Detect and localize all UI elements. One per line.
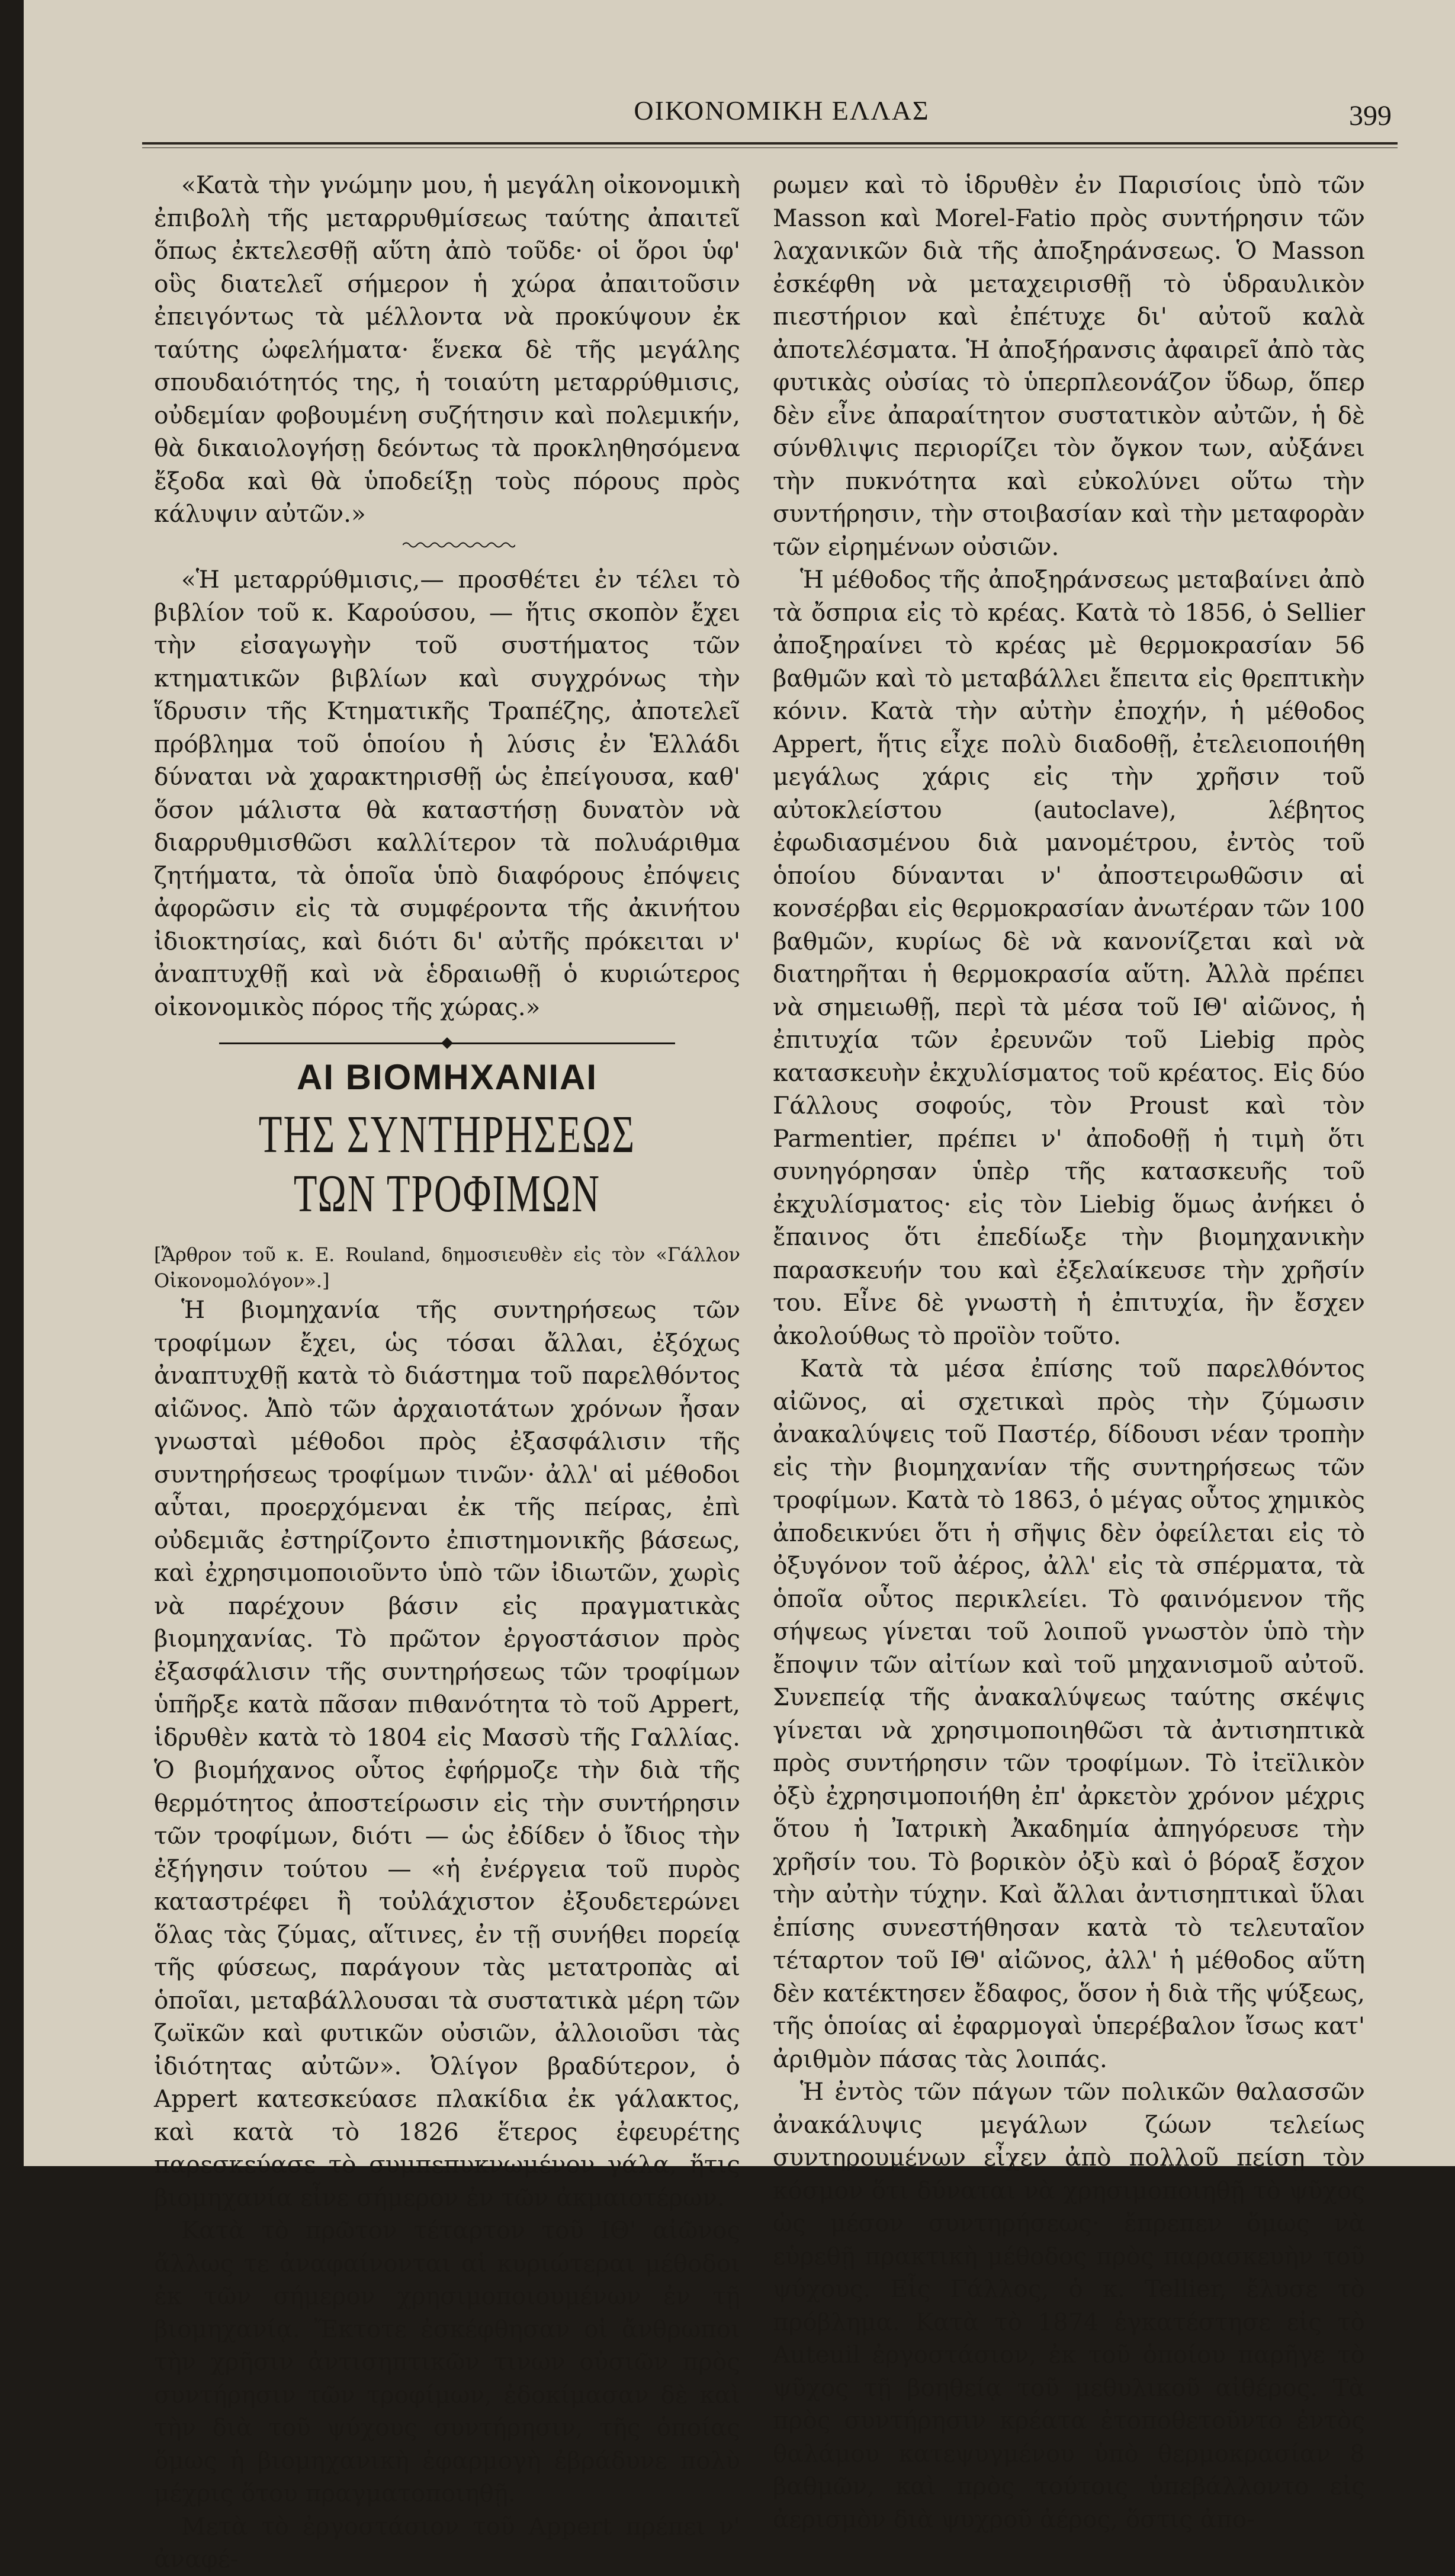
article-byline: [Ἄρθρον τοῦ κ. E. Rouland, δημοσιευθὲν εἰς τὸν «Γάλλον Οἰκονομολόγον».] (154, 1243, 740, 1292)
wavy-divider (403, 541, 515, 549)
body-paragraph: Ἡ βιομηχανία τῆς συντηρήσεως τῶν τροφίμων ἔχει, ὡς τόσαι ἄλλαι, ἐξόχως ἀναπτυχθῇ κατὰ τὸ διάστημα τοῦ παρελθόντος αἰῶνος. Ἀπὸ τῶν ἀρχαιοτάτων χρόνων ἦσαν γνωσταὶ μέθοδοι πρὸς ἐξασφάλισιν τῆς συντηρήσεως τροφίμων τινῶν· ἀλλ' αἱ μέθοδοι αὗται, προερχόμεναι ἐκ τῆς πείρας, ἐπὶ οὐδεμιᾶς ἐστηρίζοντο ἐπιστημονικῆς βάσεως, καὶ ἐχρησιμοποιοῦντο ὑπὸ τῶν ἰδιωτῶν, χωρὶς νὰ παρέχουν βάσιν εἰς πραγματικὰς βιομηχανίας. Τὸ πρῶτον ἐργοστάσιον πρὸς ἐξασφάλισιν τῆς συντηρήσεως τῶν τροφίμων ὑπῆρξε κατὰ πᾶσαν πιθανότητα τὸ τοῦ Appert, ἱδρυθὲν κατὰ τὸ 1804 εἰς Μασσὺ τῆς Γαλλίας. Ὁ βιομήχανος οὗτος ἐφήρμοζε τὴν διὰ τῆς θερμότητος ἀποστείρωσιν εἰς τὴν συντήρησιν τῶν τροφίμων, διότι — ὡς ἐδίδεν ὁ ἴδιος τὴν ἐξήγησιν τούτου — «ἡ ἐνέργεια τοῦ πυρὸς καταστρέφει ἢ τοὐλάχιστον ἐξουδετερώνει ὅλας τὰς ζύμας, αἵτινες, ἐν τῇ συνήθει πορείᾳ τῆς φύσεως, παράγουν τὰς μετατροπὰς αἱ ὁποῖαι, μεταβάλλουσαι τὰ συστατικὰ μέρη τῶν ζωϊκῶν καὶ φυτικῶν οὐσιῶν, ἀλλοιοῦσι τὰς ἰδιότητας αὐτῶν». Ὀλίγον βραδύτερον, ὁ Appert κατεσκεύασε πλακίδια ἐκ γάλακτος, καὶ κατὰ τὸ 1826 ἕτερος ἐφευρέτης παρεσκεύασε τὸ συμπεπυκνωμένον γάλα, ἥτις βιομηχανία εἶνε σήμερον ἐν τῶν ἀκμαιοτέρων. (154, 1295, 740, 2212)
header-rule (142, 142, 1398, 145)
body-paragraph: Μετὰ τὸ ἐργοστάσιον τοῦ Appert πρέπει ν' ἀναφέ- (154, 2511, 740, 2573)
body-paragraph: Ἡ ἐντὸς τῶν πάγων τῶν πολικῶν θαλασσῶν ἀνακάλυψις μεγάλων ζώων τελείως συντηρουμένων εἶχεν ἀπὸ πολλοῦ πείσῃ τὸν κόσμον ὅτι δύναται νὰ χρησιμοποιηθῇ τὸ ψῦχος ὡς μέσον συντηρήσεως· ἔπρεπεν ὅμως νὰ εὑρεθῇ πρακτικὴ μέθοδος πρὸς παρασκευὴν τοῦ ψύχους. Εἷς Γάλλος, ὁ κ. Tellier, ἔλυσε τὸ πρόβλημα. Κατὰ τὸ 1874 ἐγκατέστησε εἰς τὸ Auteuil ἐργοστάσιον, ἐκ τοῦ ὁποίου παρῆγε τὸ ψῦχος τῇ βοηθείᾳ τοῦ μεθυλικοῦ αἰθέρος. Τὰ πρὸς συντήρησιν κρέατα ἐτοποθετοῦντο ἐντὸς θαλάμου κατεψυγμένου ὑπὸ θερμοκρασίαν 8 βαθμῶν, καὶ πρὸς τούτοις ὑπεβάλλοντο εἰς ἀερισμὸν διὰ ψυχροῦ ἀέρος, ὅστις ἀπο- (773, 2077, 1365, 2533)
article-title: ΑΙ ΒΙΟΜΗΧΑΝΙΑΙ (297, 1057, 598, 1097)
conclusion-paragraph: «Ἡ μεταρρύθμισις,— προσθέτει ἐν τέλει τὸ βιβλίον τοῦ κ. Καρούσου, — ἥτις σκοπὸν ἔχει τὴν εἰσαγωγὴν τοῦ συστήματος τῶν κτηματικῶν βιβλίων καὶ συγχρόνως τὴν ἵδρυσιν τῆς Κτηματικῆς Τραπέζης, ἀποτελεῖ πρόβλημα τοῦ ὁποίου ἡ λύσις ἐν Ἑλλάδι δύναται νὰ χαρακτηρισθῇ ὡς ἐπείγουσα, καθ' ὅσον μάλιστα θὰ καταστήσῃ δυνατὸν νὰ διαρρυθμισθῶσι καλλίτερον τὰ πολυάριθμα ζητήματα, τὰ ὁποῖα ὑπὸ διαφόρους ἐπόψεις ἀφορῶσιν εἰς τὰ συμφέροντα τῆς ἀκινήτου ἰδιοκτησίας, καὶ διότι δι' αὐτῆς πρόκειται ν' ἀναπτυχθῇ καὶ νὰ ἑδραιωθῇ ὁ κυριώτερος οἰκονομικὸς πόρος τῆς χώρας.» (154, 565, 740, 1021)
running-title: ΟΙΚΟΝΟΜΙΚΗ ΕΛΛΑΣ (634, 95, 930, 126)
section-ornament (154, 1034, 740, 1052)
article-subtitle: ΤΗΣ ΣΥΝΤΗΡΗΣΕΩΣ ΤΩΝ ΤΡΟΦΙΜΩΝ (258, 1105, 636, 1223)
body-paragraph-continued: ρωμεν καὶ τὸ ἱδρυθὲν ἐν Παρισίοις ὑπὸ τῶν Masson καὶ Morel-Fatio πρὸς συντήρησιν τῶν λαχανικῶν διὰ τῆς ἀποξηράνσεως. Ὁ Masson ἐσκέφθη νὰ μεταχειρισθῇ τὸ ὑδραυλικὸν πιεστήριον καὶ ἐπέτυχε δι' αὐτοῦ καλὰ ἀποτελέσματα. Ἡ ἀποξήρανσις ἀφαιρεῖ ἀπὸ τὰς φυτικὰς οὐσίας τὸ ὑπερπλεονάζον ὕδωρ, ὅπερ δὲν εἶνε ἀπαραίτητον συστατικὸν αὐτῶν, ἡ δὲ σύνθλιψις περιορίζει τὸν ὄγκον των, αὐξάνει τὴν πυκνότητα καὶ εὐκολύνει οὕτω τὴν συντήρησιν, τὴν στοιβασίαν καὶ τὴν μεταφορὰν τῶν εἰρημένων οὐσιῶν. (773, 171, 1365, 561)
journal-page (24, 0, 1455, 2573)
body-paragraph: Κατὰ τὰ μέσα ἐπίσης τοῦ παρελθόντος αἰῶνος, αἱ σχετικαὶ πρὸς τὴν ζύμωσιν ἀνακαλύψεις τοῦ Παστέρ, δίδουσι νέαν τροπὴν εἰς τὴν βιομηχανίαν τῆς συντηρήσεως τῶν τροφίμων. Κατὰ τὸ 1863, ὁ μέγας οὗτος χημικὸς ἀποδεικνύει ὅτι ἡ σῆψις δὲν ὀφείλεται εἰς τὸ ὀξυγόνον τοῦ ἀέρος, ἀλλ' εἰς τὰ σπέρματα, τὰ ὁποῖα οὗτος περικλείει. Τὸ φαινόμενον τῆς σήψεως γίνεται τοῦ λοιποῦ γνωστὸν ὑπὸ τὴν ἔποψιν τῶν αἰτίων καὶ τοῦ μηχανισμοῦ αὐτοῦ. Συνεπείᾳ τῆς ἀνακαλύψεως ταύτης σκέψις γίνεται νὰ χρησιμοποιηθῶσι τὰ ἀντισηπτικὰ πρὸς συντήρησιν τῶν τροφίμων. Τὸ ἰτεϊλικὸν ὀξὺ ἐχρησιμοποιήθη ἐπ' ἀρκετὸν χρόνον μέχρις ὅτου ἡ Ἰατρικὴ Ἀκαδημία ἀπηγόρευσε τὴν χρῆσίν του. Τὸ βορικὸν ὀξὺ καὶ ὁ βόραξ ἔσχον τὴν αὐτὴν τύχην. Καὶ ἄλλαι ἀντισηπτικαὶ ὕλαι ἐπίσης συνεστήθησαν κατὰ τὸ τελευταῖον τέταρτον τοῦ ΙΘ' αἰῶνος, ἀλλ' ἡ μέθοδος αὕτη δὲν κατέκτησεν ἔδαφος, ὅσον ἡ διὰ τῆς ψύξεως, τῆς ὁποίας αἱ ἐφαρμογαὶ ὑπερέβαλον ἴσως κατ' ἀριθμὸν πάσας τὰς λοιπάς. (773, 1354, 1365, 2073)
body-paragraph: Ἡ μέθοδος τῆς ἀποξηράνσεως μεταβαίνει ἀπὸ τὰ ὄσπρια εἰς τὸ κρέας. Κατὰ τὸ 1856, ὁ Sellier ἀποξηραίνει τὸ κρέας μὲ θερμοκρασίαν 56 βαθμῶν καὶ τὸ μεταβάλλει ἔπειτα εἰς θρεπτικὴν κόνιν. Κατὰ τὴν αὐτὴν ἐποχήν, ἡ μέθοδος Appert, ἥτις εἶχε πολὺ διαδοθῇ, ἐτελειοποιήθη μεγάλως χάρις εἰς τὴν χρῆσιν τοῦ αὐτοκλείστου (autoclave), λέβητος ἐφωδιασμένου διὰ μανομέτρου, ἐντὸς τοῦ ὁποίου δύνανται ν' ἀποστειρωθῶσιν αἱ κονσέρβαι εἰς θερμοκρασίαν ἀνωτέραν τῶν 100 βαθμῶν, κυρίως δὲ νὰ κανονίζεται καὶ νὰ διατηρῆται ἡ θερμοκρασία αὕτη. Ἀλλὰ πρέπει νὰ σημειωθῇ, περὶ τὰ μέσα τοῦ ΙΘ' αἰῶνος, ἡ ἐπιτυχία τῶν ἐρευνῶν τοῦ Liebig πρὸς κατασκευὴν ἐκχυλίσματος τοῦ κρέατος. Εἰς δύο Γάλλους σοφούς, τὸν Proust καὶ τὸν Parmentier, πρέπει ν' ἀποδοθῇ ἡ τιμὴ ὅτι συνηγόρησαν ὑπὲρ τῆς κατασκευῆς τοῦ ἐκχυλίσματος· εἰς τὸν Liebig ὅμως ἀνήκει ὁ ἔπαινος ὅτι ἐπεδίωξε τὴν βιομηχανικὴν παρασκευήν του καὶ ἐξελαίκευσε τὴν χρῆσίν του. Εἶνε δὲ γνωστὴ ἡ ἐπιτυχία, ἣν ἔσχεν ἀκολούθως τὸ προϊὸν τοῦτο. (773, 565, 1365, 1350)
quote-paragraph: «Κατὰ τὴν γνώμην μου, ἡ μεγάλη οἰκονομικὴ ἐπιβολὴ τῆς μεταρρυθμίσεως ταύτης ἀπαιτεῖ ὅπως ἐκτελεσθῇ αὕτη ἀπὸ τοῦδε· οἱ ὅροι ὑφ' οὓς διατελεῖ σήμερον ἡ χώρα ἀπαιτοῦσιν ἐπειγόντως τὰ μέλλοντα νὰ προκύψουν ἐκ ταύτης ὠφελήματα· ἕνεκα δὲ τῆς μεγάλης σπουδαιότητός της, ἡ τοιαύτη μεταρρύθμισις, οὐδεμίαν φοβουμένη συζήτησιν καὶ πολεμικήν, θὰ δικαιολογήσῃ δεόντως τὰ προκληθησόμενα ἔξοδα καὶ θὰ ὑποδείξῃ τοὺς πόρους πρὸς κάλυψιν αὐτῶν.» (154, 171, 740, 528)
page-header (172, 95, 1392, 136)
header-rule-thin (142, 147, 1398, 148)
body-paragraph: Κατὰ τὸ πρῶτον τέταρτον τοῦ ΙΘ' αἰῶνος ἄλλως τε ἀναφαίνονται αἱ κυριώτεραι μέθοδοι ἐκ τῶν σήμερον χρησιμοποιουμένων ἐν τῇ βιομηχανίᾳ. Ἔκτοτε ἐσκέφθησαν οἱ ἄνθρωποι τὴν χρῆσιν ἀντισηπτικῶν τινων οὐσιῶν πρὸς συντήρησιν τῶν τροφίμων, ἐδοκίμασαν δὲ καὶ τὴν διὰ τοῦ ψύχους συντήρησιν, τῆς ὁποίας ὅμως ἡ βιομηχανικὴ ἐφαρμογὴ ἐβράδυνε πολὺ μέχρις ὅτου πραγματοποιηθῇ. (154, 2216, 740, 2507)
left-column (154, 169, 740, 2576)
right-column (773, 169, 1365, 2536)
page-number: 399 (1349, 100, 1392, 131)
